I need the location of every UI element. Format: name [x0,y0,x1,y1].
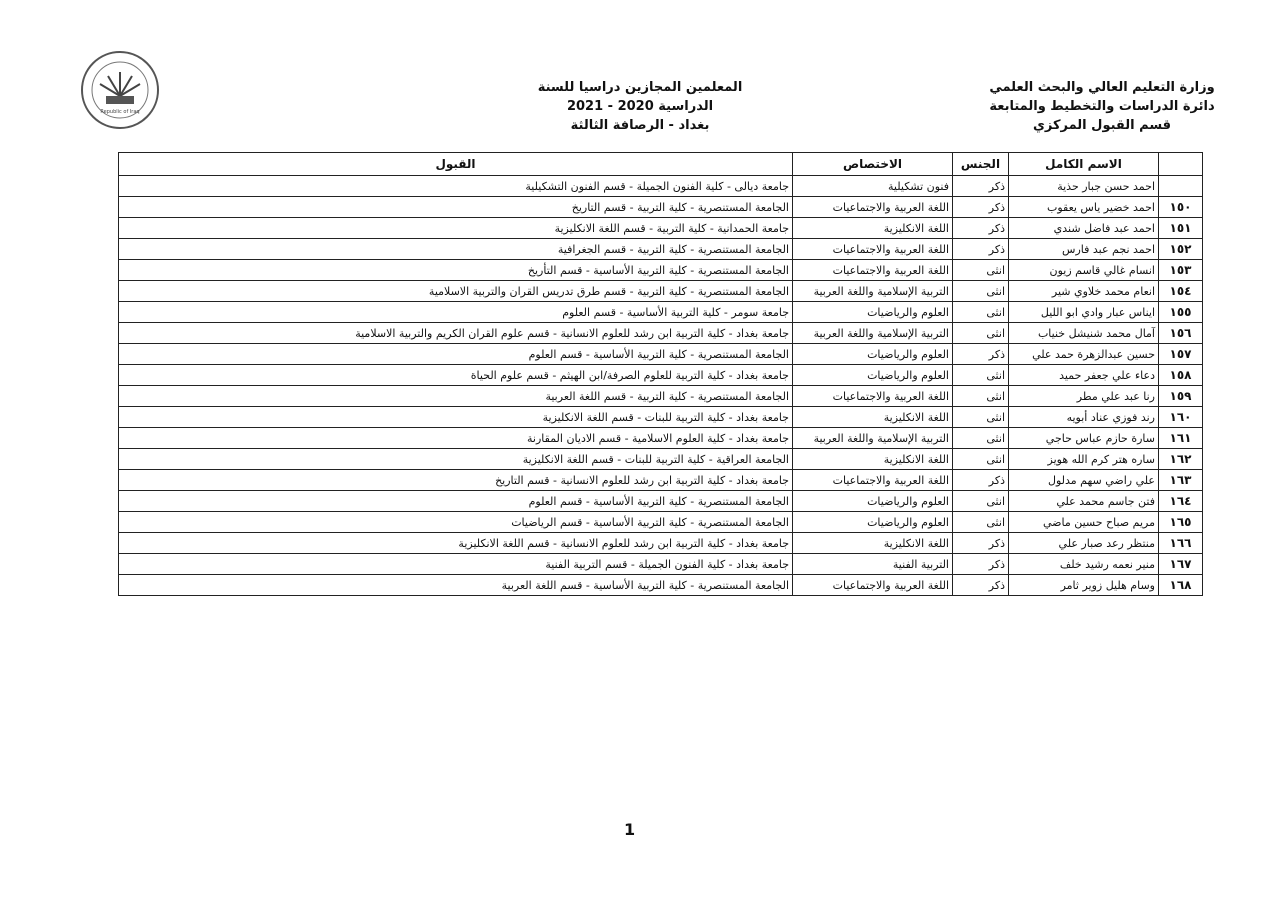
cell-num: ١٦٢ [1159,449,1203,470]
table-row [119,176,1203,197]
cell-gender: ذكر [953,533,1009,554]
cell-acceptance: الجامعة المستنصرية - كلية التربية الأساسية - قسم التأريخ [119,260,793,281]
cell-name: مريم صباح حسين ماضي [1009,512,1159,533]
cell-gender: ذكر [953,218,1009,239]
cell-gender: انثى [953,281,1009,302]
cell-specialization: التربية الإسلامية واللغة العربية [793,323,953,344]
header-acceptance: القبول [119,153,793,176]
cell-num: ١٥٢ [1159,239,1203,260]
cell-acceptance: جامعة بغداد - كلية الفنون الجميلة - قسم التربية الفنية [119,554,793,575]
table-row [119,239,1203,260]
cell-num: ١٥٤ [1159,281,1203,302]
cell-name: فتن جاسم محمد علي [1009,491,1159,512]
cell-gender: انثى [953,428,1009,449]
cell-gender: انثى [953,512,1009,533]
cell-num: ١٥٩ [1159,386,1203,407]
cell-acceptance: جامعة بغداد - كلية العلوم الاسلامية - قسم الاديان المقارنة [119,428,793,449]
table-row [119,554,1203,575]
cell-name: انسام غالي قاسم زيون [1009,260,1159,281]
cell-specialization: اللغة العربية والاجتماعيات [793,239,953,260]
directorate-line: دائرة الدراسات والتخطيط والمتابعة [989,99,1215,114]
cell-specialization: اللغة الانكليزية [793,218,953,239]
cell-specialization: اللغة العربية والاجتماعيات [793,575,953,596]
cell-num: ١٥٠ [1159,197,1203,218]
cell-num: ١٦٤ [1159,491,1203,512]
table-row [119,449,1203,470]
cell-gender: انثى [953,302,1009,323]
table-row [119,281,1203,302]
cell-gender: انثى [953,260,1009,281]
cell-num: ١٦٧ [1159,554,1203,575]
table-row [119,428,1203,449]
table-row [119,218,1203,239]
table-row [119,302,1203,323]
cell-gender: انثى [953,323,1009,344]
cell-specialization: فنون تشكيلية [793,176,953,197]
table-row [119,533,1203,554]
cell-acceptance: الجامعة المستنصرية - كلية التربية - قسم اللغة العربية [119,386,793,407]
cell-specialization: اللغة العربية والاجتماعيات [793,197,953,218]
cell-num: ١٥٦ [1159,323,1203,344]
cell-name: منتظر رعد صبار علي [1009,533,1159,554]
cell-acceptance: الجامعة المستنصرية - كلية التربية - قسم طرق تدريس القران والتربية الاسلامية [119,281,793,302]
cell-specialization: اللغة الانكليزية [793,407,953,428]
cell-acceptance: جامعة سومر - كلية التربية الأساسية - قسم العلوم [119,302,793,323]
document-title [520,78,760,135]
header-name: الاسم الكامل [1009,153,1159,176]
cell-num: ١٦١ [1159,428,1203,449]
cell-name: دعاء علي جعفر حميد [1009,365,1159,386]
cell-gender: انثى [953,491,1009,512]
page-number: 1 [624,820,636,839]
ministry-header [982,78,1222,135]
cell-acceptance: جامعة بغداد - كلية التربية ابن رشد للعلوم الانسانية - قسم علوم القران الكريم والتربية الاسلامية [119,323,793,344]
cell-name: رند فوزي عناد أبويه [1009,407,1159,428]
table-header-row [119,153,1203,176]
cell-acceptance: جامعة بغداد - كلية التربية للبنات - قسم اللغة الانكليزية [119,407,793,428]
cell-name: ساره هتر كرم الله هويز [1009,449,1159,470]
cell-acceptance: الجامعة العراقية - كلية التربية للبنات - قسم اللغة الانكليزية [119,449,793,470]
cell-specialization: اللغة العربية والاجتماعيات [793,470,953,491]
cell-name: ايناس عبار وادي ابو الليل [1009,302,1159,323]
cell-acceptance: الجامعة المستنصرية - كلية التربية - قسم التاريخ [119,197,793,218]
cell-acceptance: جامعة بغداد - كلية التربية ابن رشد للعلوم الانسانية - قسم اللغة الانكليزية [119,533,793,554]
header-specialization: الاختصاص [793,153,953,176]
cell-acceptance: جامعة بغداد - كلية التربية ابن رشد للعلوم الانسانية - قسم التاريخ [119,470,793,491]
teachers-table [118,152,1203,596]
cell-acceptance: الجامعة المستنصرية - كلية التربية الأساسية - قسم العلوم [119,491,793,512]
cell-name: انعام محمد خلاوي شير [1009,281,1159,302]
cell-gender: ذكر [953,575,1009,596]
table-row [119,386,1203,407]
cell-acceptance: الجامعة المستنصرية - كلية التربية الأساسية - قسم اللغة العربية [119,575,793,596]
table-row [119,512,1203,533]
cell-gender: ذكر [953,197,1009,218]
department-line: قسم القبول المركزي [1032,118,1172,133]
cell-specialization: اللغة العربية والاجتماعيات [793,386,953,407]
cell-name: رنا عبد علي مطر [1009,386,1159,407]
cell-specialization: اللغة الانكليزية [793,449,953,470]
cell-name: وسام هليل زوير ثامر [1009,575,1159,596]
cell-num: ١٦٣ [1159,470,1203,491]
cell-specialization: العلوم والرياضيات [793,491,953,512]
cell-gender: انثى [953,449,1009,470]
header-gender: الجنس [953,153,1009,176]
cell-name: احمد خضير ياس يعقوب [1009,197,1159,218]
cell-name: احمد نجم عبد فارس [1009,239,1159,260]
cell-num: ١٥٥ [1159,302,1203,323]
cell-acceptance: جامعة بغداد - كلية التربية للعلوم الصرفة/ابن الهيثم - قسم علوم الحياة [119,365,793,386]
title-line-1: المعلمين المجازين دراسيا للسنة [537,80,743,95]
cell-specialization: العلوم والرياضيات [793,344,953,365]
cell-gender: ذكر [953,554,1009,575]
ministry-seal-logo [80,50,160,130]
cell-acceptance: جامعة ديالى - كلية الفنون الجميلة - قسم الفنون التشكيلية [119,176,793,197]
cell-name: آمال محمد شنيشل خنياب [1009,323,1159,344]
cell-gender: انثى [953,386,1009,407]
table-row [119,365,1203,386]
cell-name: علي راضي سهم مدلول [1009,470,1159,491]
cell-specialization: اللغة العربية والاجتماعيات [793,260,953,281]
cell-specialization: العلوم والرياضيات [793,365,953,386]
table-row [119,344,1203,365]
cell-num: ١٦٨ [1159,575,1203,596]
ministry-line: وزارة التعليم العالي والبحث العلمي [989,80,1215,95]
table-row [119,260,1203,281]
cell-gender: ذكر [953,344,1009,365]
cell-num [1159,176,1203,197]
cell-specialization: اللغة الانكليزية [793,533,953,554]
table-row [119,575,1203,596]
cell-acceptance: جامعة الحمدانية - كلية التربية - قسم اللغة الانكليزية [119,218,793,239]
cell-name: منير نعمه رشيد خلف [1009,554,1159,575]
cell-specialization: العلوم والرياضيات [793,512,953,533]
cell-acceptance: الجامعة المستنصرية - كلية التربية الأساسية - قسم الرياضيات [119,512,793,533]
cell-num: ١٥١ [1159,218,1203,239]
cell-specialization: التربية الفنية [793,554,953,575]
cell-num: ١٦٠ [1159,407,1203,428]
cell-name: احمد حسن جبار حذية [1009,176,1159,197]
cell-num: ١٥٣ [1159,260,1203,281]
cell-name: سارة حازم عباس حاجي [1009,428,1159,449]
cell-name: احمد عبد فاضل شندي [1009,218,1159,239]
cell-specialization: العلوم والرياضيات [793,302,953,323]
table-row [119,491,1203,512]
table-row [119,323,1203,344]
cell-gender: انثى [953,407,1009,428]
logo-caption: Republic of Iraq [100,109,140,115]
cell-acceptance: الجامعة المستنصرية - كلية التربية - قسم الجغرافية [119,239,793,260]
table-row [119,407,1203,428]
title-line-2: الدراسية 2020 - 2021 [566,99,714,114]
table-row [119,197,1203,218]
cell-num: ١٦٦ [1159,533,1203,554]
cell-num: ١٥٨ [1159,365,1203,386]
cell-acceptance: الجامعة المستنصرية - كلية التربية الأساسية - قسم العلوم [119,344,793,365]
cell-gender: انثى [953,365,1009,386]
cell-gender: ذكر [953,176,1009,197]
title-line-3: بغداد - الرصافة الثالثة [570,118,710,133]
cell-specialization: التربية الإسلامية واللغة العربية [793,428,953,449]
cell-name: حسين عبدالزهرة حمد علي [1009,344,1159,365]
table-row [119,470,1203,491]
header-num [1159,153,1203,176]
cell-gender: ذكر [953,470,1009,491]
cell-gender: ذكر [953,239,1009,260]
cell-specialization: التربية الإسلامية واللغة العربية [793,281,953,302]
cell-num: ١٦٥ [1159,512,1203,533]
cell-num: ١٥٧ [1159,344,1203,365]
